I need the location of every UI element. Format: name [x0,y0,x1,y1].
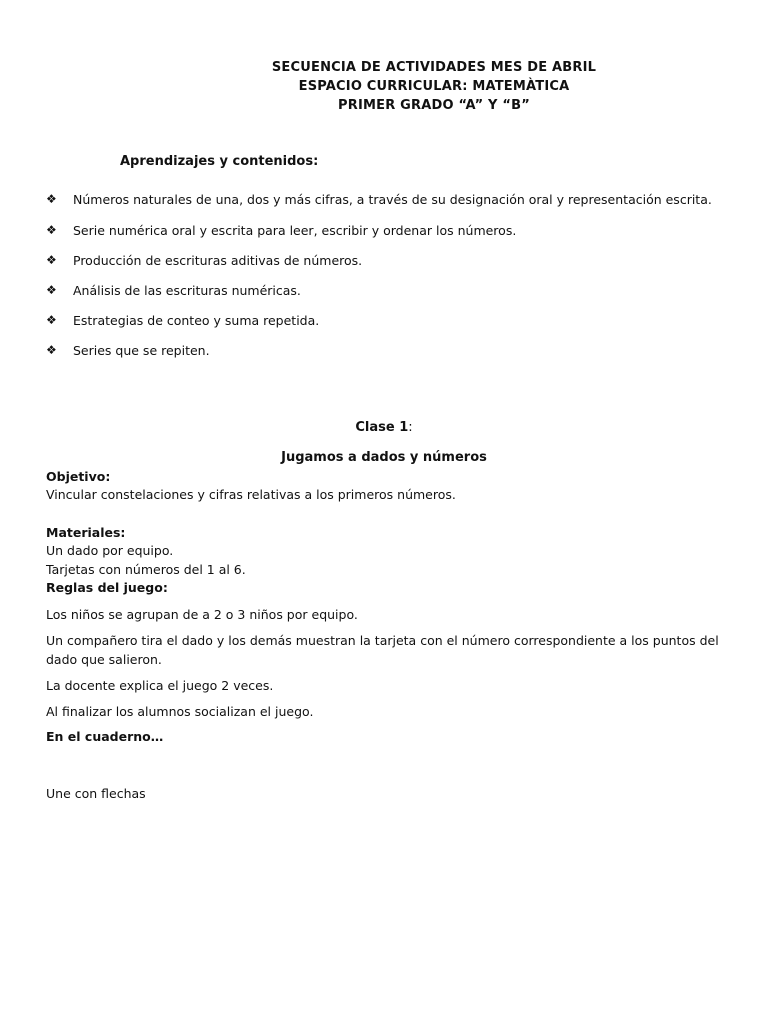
materiales-label: Materiales: [46,525,126,540]
list-item [46,221,722,240]
diamond-bullet-icon: ❖ [46,283,57,297]
aprendizajes-list [46,190,722,360]
reglas-label: Reglas del juego: [46,580,168,595]
objetivo-text: Vincular constelaciones y cifras relativas a los primeros números. [46,487,456,502]
list-item [46,341,722,360]
doc-title-line-2: ESPACIO CURRICULAR: MATEMÀTICA [298,79,570,94]
diamond-bullet-icon: ❖ [46,192,57,206]
list-item [46,251,722,270]
list-item-text: Números naturales de una, dos y más cifras, a través de su designación oral y representación escrita. [73,192,712,207]
doc-title-line-3: PRIMER GRADO “A” Y “B” [338,98,530,113]
cuaderno-label: En el cuaderno… [46,729,164,744]
clase-title: Jugamos a dados y números [281,450,487,465]
diamond-bullet-icon: ❖ [46,343,57,357]
objetivo-label: Objetivo: [46,469,111,484]
list-item [46,311,722,330]
list-item-text: Producción de escrituras aditivas de números. [73,253,363,268]
reglas-item: Los niños se agrupan de a 2 o 3 niños por equipo. [46,607,358,622]
cuaderno-instruction: Une con flechas [46,786,146,801]
list-item-text: Análisis de las escrituras numéricas. [73,283,301,298]
materiales-item: Un dado por equipo. [46,543,174,558]
materiales-item: Tarjetas con números del 1 al 6. [46,562,246,577]
reglas-item: Un compañero tira el dado y los demás muestran la tarjeta con el número correspondiente a los puntos del dado que salieron. [46,633,719,667]
reglas-item: Al finalizar los alumnos socializan el juego. [46,704,314,719]
diamond-bullet-icon: ❖ [46,313,57,327]
list-item-text: Estrategias de conteo y suma repetida. [73,313,320,328]
list-item-text: Serie numérica oral y escrita para leer, escribir y ordenar los números. [73,223,517,238]
clase-label: Clase 1 [355,420,409,435]
reglas-item: La docente explica el juego 2 veces. [46,678,274,693]
clase-colon: : [408,420,413,435]
aprendizajes-heading: Aprendizajes y contenidos: [120,154,319,169]
doc-title-line-1: SECUENCIA DE ACTIVIDADES MES DE ABRIL [271,60,597,75]
list-item [46,190,722,209]
diamond-bullet-icon: ❖ [46,223,57,237]
list-item-text: Series que se repiten. [73,343,210,358]
clase-heading [0,420,768,435]
diamond-bullet-icon: ❖ [46,253,57,267]
list-item [46,281,722,300]
